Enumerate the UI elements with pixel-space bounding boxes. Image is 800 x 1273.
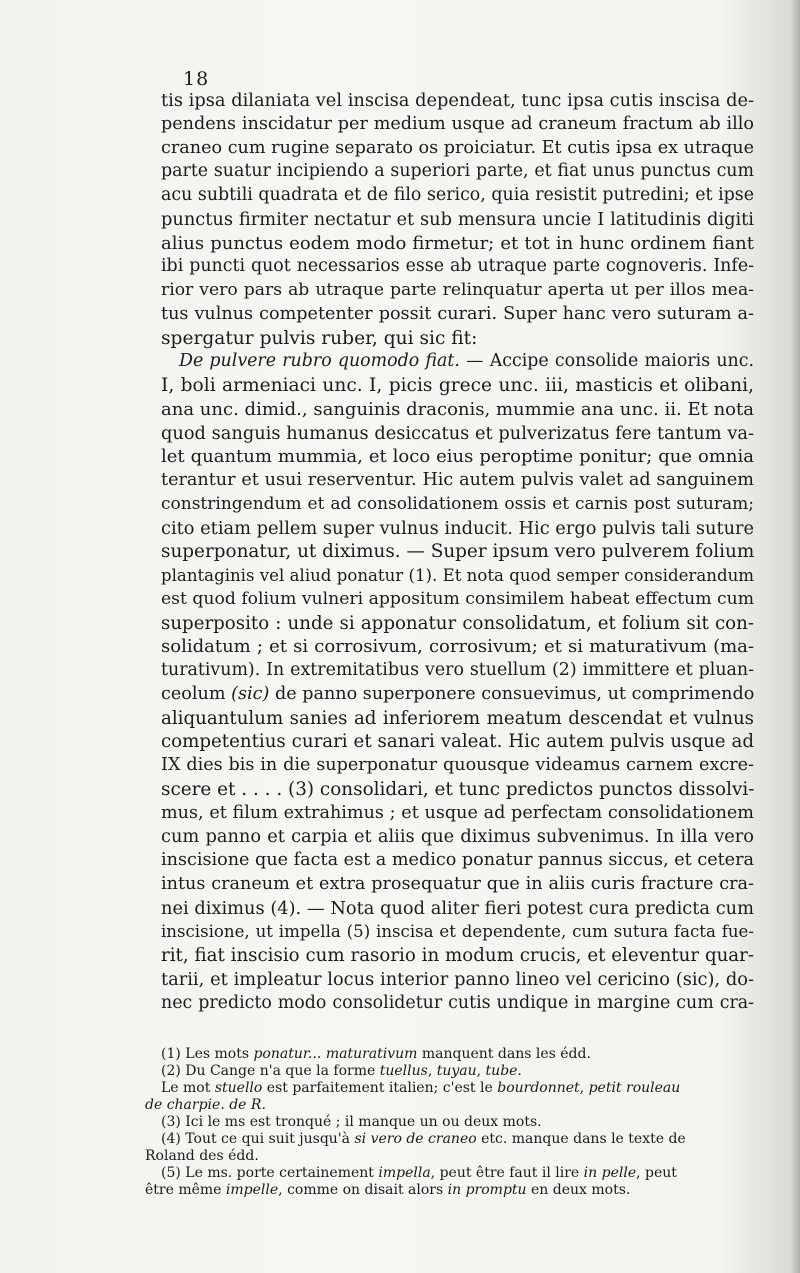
footnote-2: (2) Du Cange n'a que la forme tuellus, tuyau, tube.	[161, 1063, 522, 1079]
text-line: tus vulnus competenter possit curari. Super hanc vero suturam a-	[161, 303, 754, 324]
sic-mark: (sic)	[231, 683, 270, 704]
footnote-3: (3) Ici le ms est tronqué ; il manque un ou deux mots.	[161, 1114, 542, 1130]
text-line: ana unc. dimid., sanguinis draconis, mummie ana unc. ii. Et nota	[161, 398, 754, 420]
text-line: tarii, et impleatur locus interior panno lineo vel cericino (sic), do-	[161, 968, 754, 990]
text-line: inscisione, ut impella (5) inscisa et dependente, cum sutura facta fue-	[161, 922, 754, 942]
text-line: parte suatur incipiendo a superiori parte, et fiat unus punctus cum	[161, 161, 754, 182]
text-line: est quod folium vulneri appositum consimilem habeat effectum cum	[161, 588, 754, 609]
text-line: mus, et filum extrahimus ; et usque ad perfectam consolidationem	[161, 802, 754, 823]
text-line: tis ipsa dilaniata vel inscisa dependeat, tunc ipsa cutis inscisa de-	[161, 90, 754, 111]
text-line: plantaginis vel aliud ponatur (1). Et nota quod semper considerandum	[161, 566, 754, 585]
text-line: superponatur, ut diximus. — Super ipsum vero pulverem folium	[161, 541, 755, 563]
footnote-2-continued: Le mot stuello est parfaitement italien; c'est le bourdonnet, petit rouleau	[161, 1080, 681, 1096]
text-line: cum panno et carpia et aliis que diximus subvenimus. In illa vero	[161, 826, 754, 848]
footnotes	[145, 1046, 755, 1199]
text-line: solidatum ; et si corrosivum, corrosivum; et si maturativum (ma-	[161, 636, 754, 658]
text-line: acu subtili quadrata et de filo serico, quia resistit putredini; et ipse	[161, 185, 754, 205]
text-line: nec predicto modo consolidetur cutis undique in margine cum cra-	[161, 992, 754, 1013]
page-edge-shadow	[790, 0, 800, 1273]
footnote-4-end: Roland des édd.	[145, 1148, 259, 1164]
page-number: 18	[183, 68, 210, 90]
text-line: superposito : unde si apponatur consolidatum, et folium sit con-	[161, 612, 754, 634]
footnote-2-end: de charpie. de R.	[145, 1097, 266, 1113]
footnote-4: (4) Tout ce qui suit jusqu'à si vero de craneo etc. manque dans le texte de	[161, 1131, 686, 1147]
text-line: IX dies bis in die superponatur quousque videamus carnem excre-	[161, 755, 754, 775]
text-line: competentius curari et sanari valeat. Hic autem pulvis usque ad	[161, 731, 754, 753]
text-line: turativum). In extremitatibus vero stuellum (2) immittere et pluan-	[161, 660, 754, 680]
text-line: aliquantulum sanies ad inferiorem meatum descendat et vulnus	[161, 707, 754, 729]
text-line: intus craneum et extra prosequatur que in aliis curis fracture cra-	[161, 873, 754, 894]
text-line: craneo cum rugine separato os proiciatur. Et cutis ipsa ex utraque	[161, 137, 754, 158]
recipe-heading-line	[161, 350, 754, 374]
footnote-5: (5) Le ms. porte certainement impella, peut être faut il lire in pelle, peut	[161, 1165, 677, 1181]
text-line: cito etiam pellem super vulnus inducit. Hic ergo pulvis tali suture	[161, 517, 755, 539]
text-line: inscisione que facta est a medico ponatur pannus siccus, et cetera	[161, 850, 754, 870]
text-line: constringendum et ad consolidationem ossis et carnis post suturam;	[161, 493, 754, 514]
text-line: alius punctus eodem modo firmetur; et tot in hunc ordinem fiant	[161, 232, 754, 254]
footnote-1: (1) Les mots ponatur... maturativum manquent dans les édd.	[161, 1046, 591, 1062]
text-line: I, boli armeniaci unc. I, picis grece unc. iii, masticis et olibani,	[161, 375, 754, 396]
text-line: terantur et usui reserventur. Hic autem pulvis valet ad sanguinem	[161, 470, 754, 490]
recipe-first-line: — Accipe consolide maioris unc.	[466, 351, 755, 372]
text-line: scere et . . . . (3) consolidari, et tunc predictos punctos dissolvi-	[161, 778, 755, 800]
text-line: ibi puncti quot necessarios esse ab utraque parte cognoveris. Infe-	[161, 256, 754, 277]
text-line: punctus firmiter nectatur et sub mensura uncie I latitudinis digiti	[161, 208, 754, 230]
text-line: spergatur pulvis ruber, qui sic fit:	[161, 327, 478, 349]
footnote-5-end: être même impelle, comme on disait alors in promptu en deux mots.	[145, 1182, 631, 1198]
recipe-heading: De pulvere rubro quomodo fiat.	[179, 351, 460, 372]
text-line: pendens inscidatur per medium usque ad craneum fractum ab illo	[161, 113, 754, 134]
text-line: rior vero pars ab utraque parte relinquatur aperta ut per illos mea-	[161, 280, 754, 300]
text-line: let quantum mummia, et loco eius peroptime ponitur; que omnia	[161, 446, 754, 468]
text-line: rit, fiat inscisio cum rasorio in modum crucis, et eleventur quar-	[161, 945, 754, 966]
text-line: ceolum (sic) de panno superponere consuevimus, ut comprimendo	[161, 683, 755, 704]
text-line: nei diximus (4). — Nota quod aliter fieri potest cura predicta cum	[161, 897, 754, 919]
text-line: quod sanguis humanus desiccatus et pulverizatus fere tantum va-	[161, 422, 754, 444]
main-text	[161, 89, 754, 1015]
